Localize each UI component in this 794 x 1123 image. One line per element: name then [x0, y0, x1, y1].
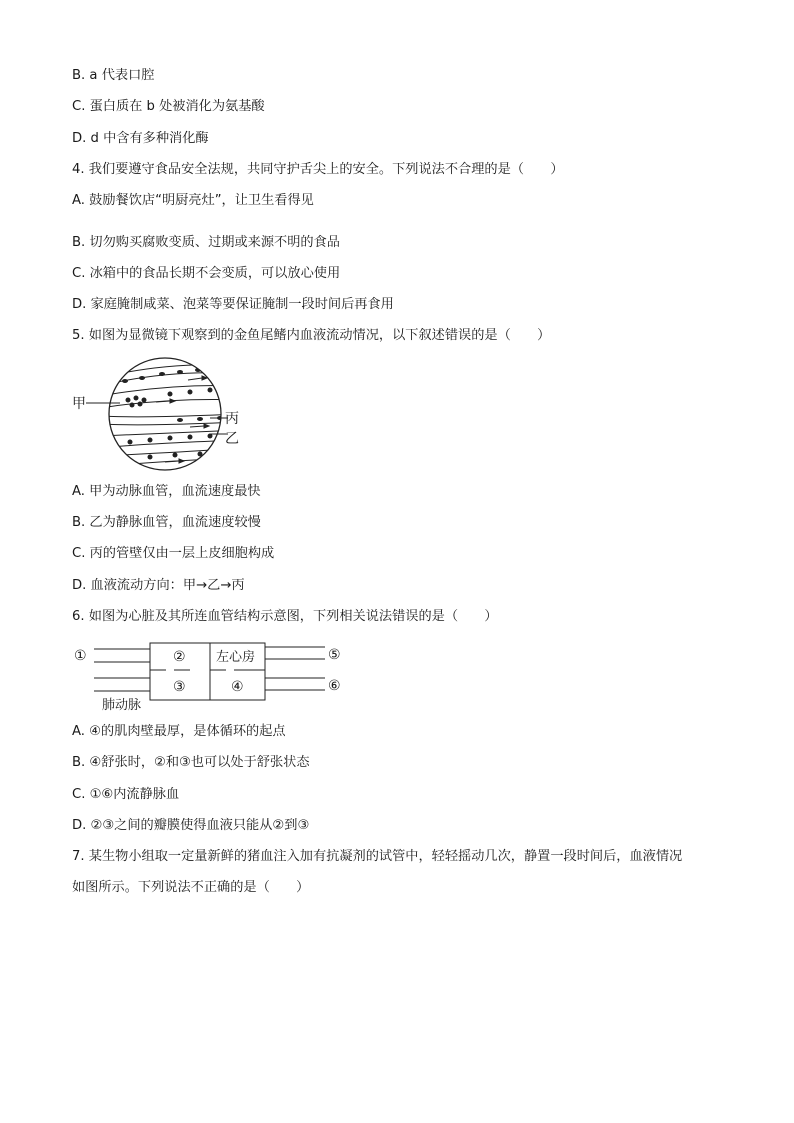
label-4: ④ [231, 679, 244, 695]
option-a-q4: A. 鼓励餐饮店“明厨亮灶”，让卫生看得见 [72, 193, 314, 208]
option-c-q5: C. 丙的管壁仅由一层上皮细胞构成 [72, 546, 275, 561]
label-1: ① [74, 648, 87, 664]
label-left-atrium: 左心房 [216, 650, 256, 665]
figure-fish-fin-blood-flow [70, 356, 250, 474]
option-c-q4: C. 冰箱中的食品长期不会变质，可以放心使用 [72, 266, 341, 281]
label-yi: 乙 [225, 431, 239, 447]
option-b-q4: B. 切勿购买腐败变质、过期或来源不明的食品 [72, 235, 340, 250]
figure-heart-vessels [70, 640, 355, 716]
option-b-q6: B. ④舒张时，②和③也可以处于舒张状态 [72, 755, 310, 770]
option-b-q5: B. 乙为静脉血管，血流速度较慢 [72, 515, 261, 530]
option-b-q3: B. a 代表口腔 [72, 68, 155, 83]
option-c-q3: C. 蛋白质在 b 处被消化为氨基酸 [72, 99, 265, 114]
option-a-q6: A. ④的肌肉壁最厚，是体循环的起点 [72, 724, 286, 739]
label-bing: 丙 [225, 411, 239, 427]
question-7-line-2: 如图所示。下列说法不正确的是（ ） [72, 880, 310, 895]
option-c-q6: C. ①⑥内流静脉血 [72, 787, 180, 802]
label-6: ⑥ [328, 678, 341, 694]
option-d-q5: D. 血液流动方向：甲→乙→丙 [72, 578, 245, 593]
question-4: 4. 我们要遵守食品安全法规，共同守护舌尖上的安全。下列说法不合理的是（ ） [72, 162, 564, 177]
label-5: ⑤ [328, 647, 341, 663]
label-pulmonary-artery: 肺动脉 [102, 698, 142, 713]
option-a-q5: A. 甲为动脉血管，血流速度最快 [72, 484, 261, 499]
question-7-line-1: 7. 某生物小组取一定量新鲜的猪血注入加有抗凝剂的试管中，轻轻摇动几次，静置一段时间后，血液情况 [72, 849, 683, 864]
option-d-q3: D. d 中含有多种消化酶 [72, 131, 209, 146]
option-d-q6: D. ②③之间的瓣膜使得血液只能从②到③ [72, 818, 310, 833]
label-jia: 甲 [72, 396, 86, 412]
label-2: ② [173, 649, 186, 665]
option-d-q4: D. 家庭腌制咸菜、泡菜等要保证腌制一段时间后再食用 [72, 297, 394, 312]
label-3: ③ [173, 679, 186, 695]
question-5: 5. 如图为显微镜下观察到的金鱼尾鳍内血液流动情况，以下叙述错误的是（ ） [72, 328, 551, 343]
question-6: 6. 如图为心脏及其所连血管结构示意图，下列相关说法错误的是（ ） [72, 609, 498, 624]
